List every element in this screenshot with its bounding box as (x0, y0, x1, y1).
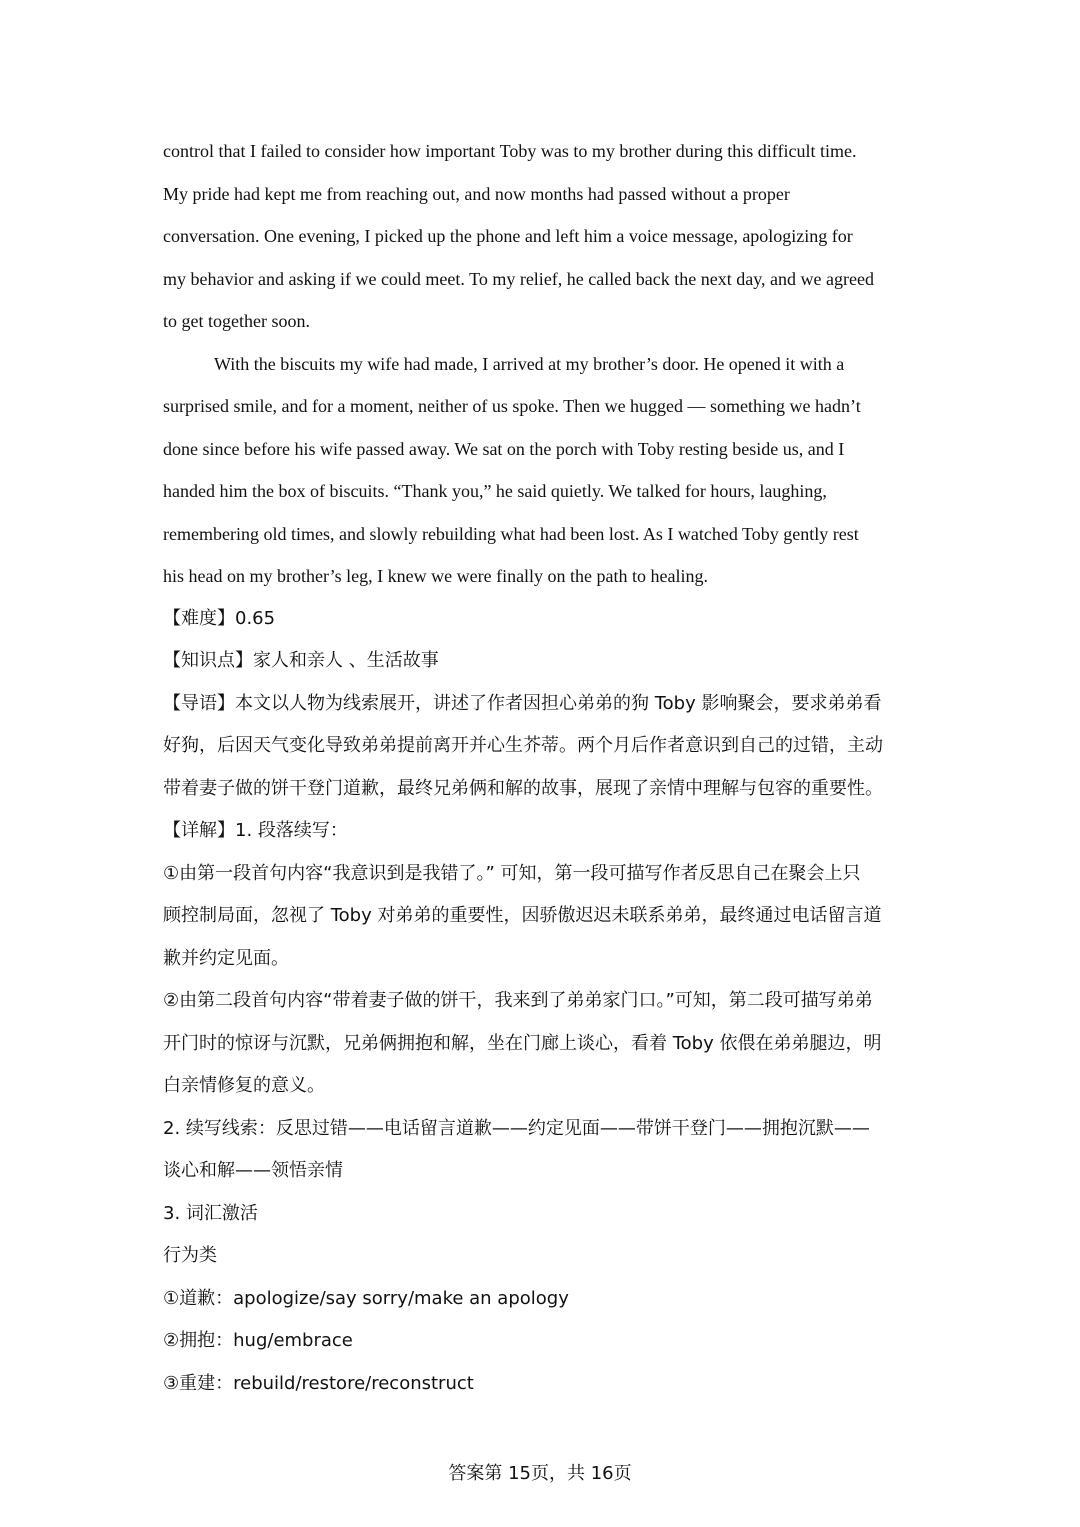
difficulty-label: 【难度】0.65 (163, 607, 276, 629)
page-content (163, 130, 919, 1405)
intro-section (163, 683, 919, 811)
vocab-list (163, 1278, 919, 1406)
essay-line: remembering old times, and slowly rebuilding what had been lost. As I watched Toby gently rest (163, 523, 859, 544)
clue-line: 2. 续写线索：反思过错——电话留言道歉——约定见面——带饼干登门——拥抱沉默—— (163, 1117, 870, 1139)
point-1 (163, 853, 919, 981)
essay-line: control that I failed to consider how important Toby was to my brother during this difficult time. (163, 141, 857, 161)
point-2 (163, 980, 919, 1108)
essay-line: handed him the box of biscuits. “Thank you,” he said quietly. We talked for hours, laughing, (163, 481, 827, 501)
intro-line: 好狗，后因天气变化导致弟弟提前离开并心生芥蒂。两个月后作者意识到自己的过错，主动 (163, 735, 883, 756)
point-line: ①由第一段首句内容“我意识到是我错了。” 可知，第一段可描写作者反思自己在聚会上只 (163, 862, 861, 884)
vocab-heading: 3. 词汇激活 (163, 1202, 258, 1224)
detail-heading: 【详解】1. 段落续写： (163, 820, 348, 841)
vocab-item: ③重建：rebuild/restore/reconstruct (163, 1372, 474, 1394)
point-line: 顾控制局面，忽视了 Toby 对弟弟的重要性，因骄傲迟迟未联系弟弟，最终通过电话留言道 (163, 905, 882, 926)
point-line: 白亲情修复的意义。 (163, 1075, 325, 1096)
writing-clues (163, 1108, 919, 1193)
essay-line: his head on my brother’s leg, I knew we were finally on the path to healing. (163, 566, 709, 586)
intro-line: 带着妻子做的饼干登门道歉，最终兄弟俩和解的故事，展现了亲情中理解与包容的重要性。 (163, 777, 883, 799)
essay-line: surprised smile, and for a moment, neither of us spoke. Then we hugged — something we hadn’t (163, 396, 861, 416)
page-footer: 答案第 15页，共 16页 (448, 1463, 632, 1484)
essay-line: to get together soon. (163, 311, 310, 331)
vocab-item: ②拥抱：hug/embrace (163, 1330, 353, 1351)
point-line: 歉并约定见面。 (163, 947, 289, 969)
intro-line: 【导语】本文以人物为线索展开，讲述了作者因担心弟弟的狗 Toby 影响聚会，要求弟弟看 (163, 692, 882, 714)
essay-line: My pride had kept me from reaching out, and now months had passed without a proper (163, 183, 790, 204)
essay-continuation (163, 130, 919, 598)
essay-line: With the biscuits my wife had made, I arrived at my brother’s door. He opened it with a (214, 353, 845, 374)
point-line: 开门时的惊讶与沉默，兄弟俩拥抱和解，坐在门廊上谈心，看着 Toby 依偎在弟弟腿边，明 (163, 1032, 882, 1054)
essay-line: my behavior and asking if we could meet. To my relief, he called back the next day, and we agreed (163, 268, 874, 289)
essay-line: done since before his wife passed away. We sat on the porch with Toby resting beside us, and I (163, 438, 845, 459)
knowledge-point: 【知识点】家人和亲人 、生活故事 (163, 650, 439, 671)
vocab-item: ①道歉：apologize/say sorry/make an apology (163, 1287, 569, 1309)
point-line: ②由第二段首句内容“带着妻子做的饼干，我来到了弟弟家门口。”可知，第二段可描写弟弟 (163, 990, 873, 1011)
essay-line: conversation. One evening, I picked up the phone and left him a voice message, apologizing for (163, 226, 853, 246)
vocab-category: 行为类 (163, 1245, 217, 1266)
clue-line: 谈心和解——领悟亲情 (163, 1160, 343, 1181)
